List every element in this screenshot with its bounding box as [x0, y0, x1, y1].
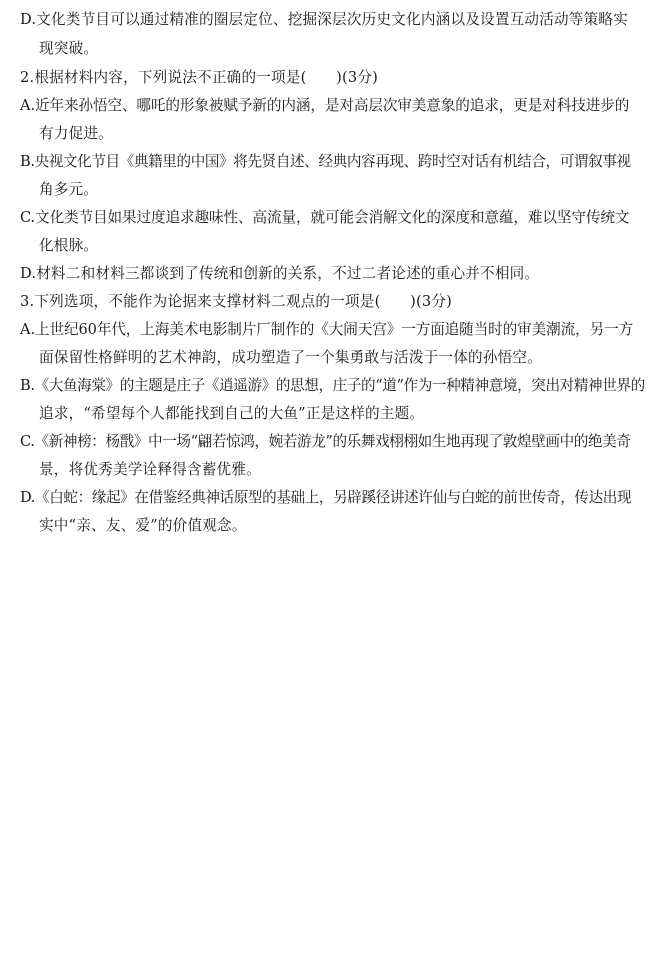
q2-option-b-line2: 角多元。 — [39, 181, 99, 198]
q2-option-b-line1: B.央视文化节目《典籍里的中国》将先贤自述、经典内容再现、跨时空对话有机结合，可谓叙事视 — [20, 153, 631, 170]
q2-option-a-line2: 有力促进。 — [39, 125, 113, 142]
q3-stem: 3.下列选项，不能作为论据来支撑材料二观点的一项是( )(3分) — [20, 293, 453, 310]
q3-option-d-line2: 实中“亲、友、爱”的价值观念。 — [39, 517, 247, 534]
q3-option-d-line1: D.《白蛇：缘起》在借鉴经典神话原型的基础上，另辟蹊径讲述许仙与白蛇的前世传奇，传达出现 — [20, 489, 632, 506]
q3-option-a-line2: 面保留性格鲜明的艺术神韵，成功塑造了一个集勇敢与活泼于一体的孙悟空。 — [39, 349, 542, 366]
q3-option-c-line1: C.《新神榜：杨戬》中一场“翩若惊鸿，婉若游龙”的乐舞戏栩栩如生地再现了敦煌壁画中的绝美奇 — [20, 433, 631, 450]
q3-option-b-line1: B.《大鱼海棠》的主题是庄子《逍遥游》的思想，庄子的“道”作为一种精神意境，突出对精神世界的 — [20, 377, 645, 394]
q1-option-d-line1: D.文化类节目可以通过精准的圈层定位、挖掘深层次历史文化内涵以及设置互动活动等策略实 — [20, 11, 628, 28]
q2-option-a-line1: A.近年来孙悟空、哪吒的形象被赋予新的内涵，是对高层次审美意象的追求，更是对科技进步的 — [20, 97, 630, 114]
q2-stem: 2.根据材料内容，下列说法不正确的一项是( )(3分) — [20, 69, 379, 86]
q3-option-b-line2: 追求，“希望每个人都能找到自己的大鱼”正是这样的主题。 — [39, 405, 425, 422]
q2-option-d-line1: D.材料二和材料三都谈到了传统和创新的关系，不过二者论述的重心并不相同。 — [20, 265, 540, 282]
q3-option-c-line2: 景，将优秀美学诠释得含蓄优雅。 — [39, 461, 261, 478]
q3-option-a-line1: A.上世纪60年代，上海美术电影制片厂制作的《大闹天宫》一方面追随当时的审美潮流，另一方 — [20, 321, 634, 338]
q2-option-c-line1: C.文化类节目如果过度追求趣味性、高流量，就可能会消解文化的深度和意蕴，难以坚守传统文 — [20, 209, 630, 226]
q2-option-c-line2: 化根脉。 — [39, 237, 99, 254]
q1-option-d-line2: 现突破。 — [39, 40, 99, 57]
